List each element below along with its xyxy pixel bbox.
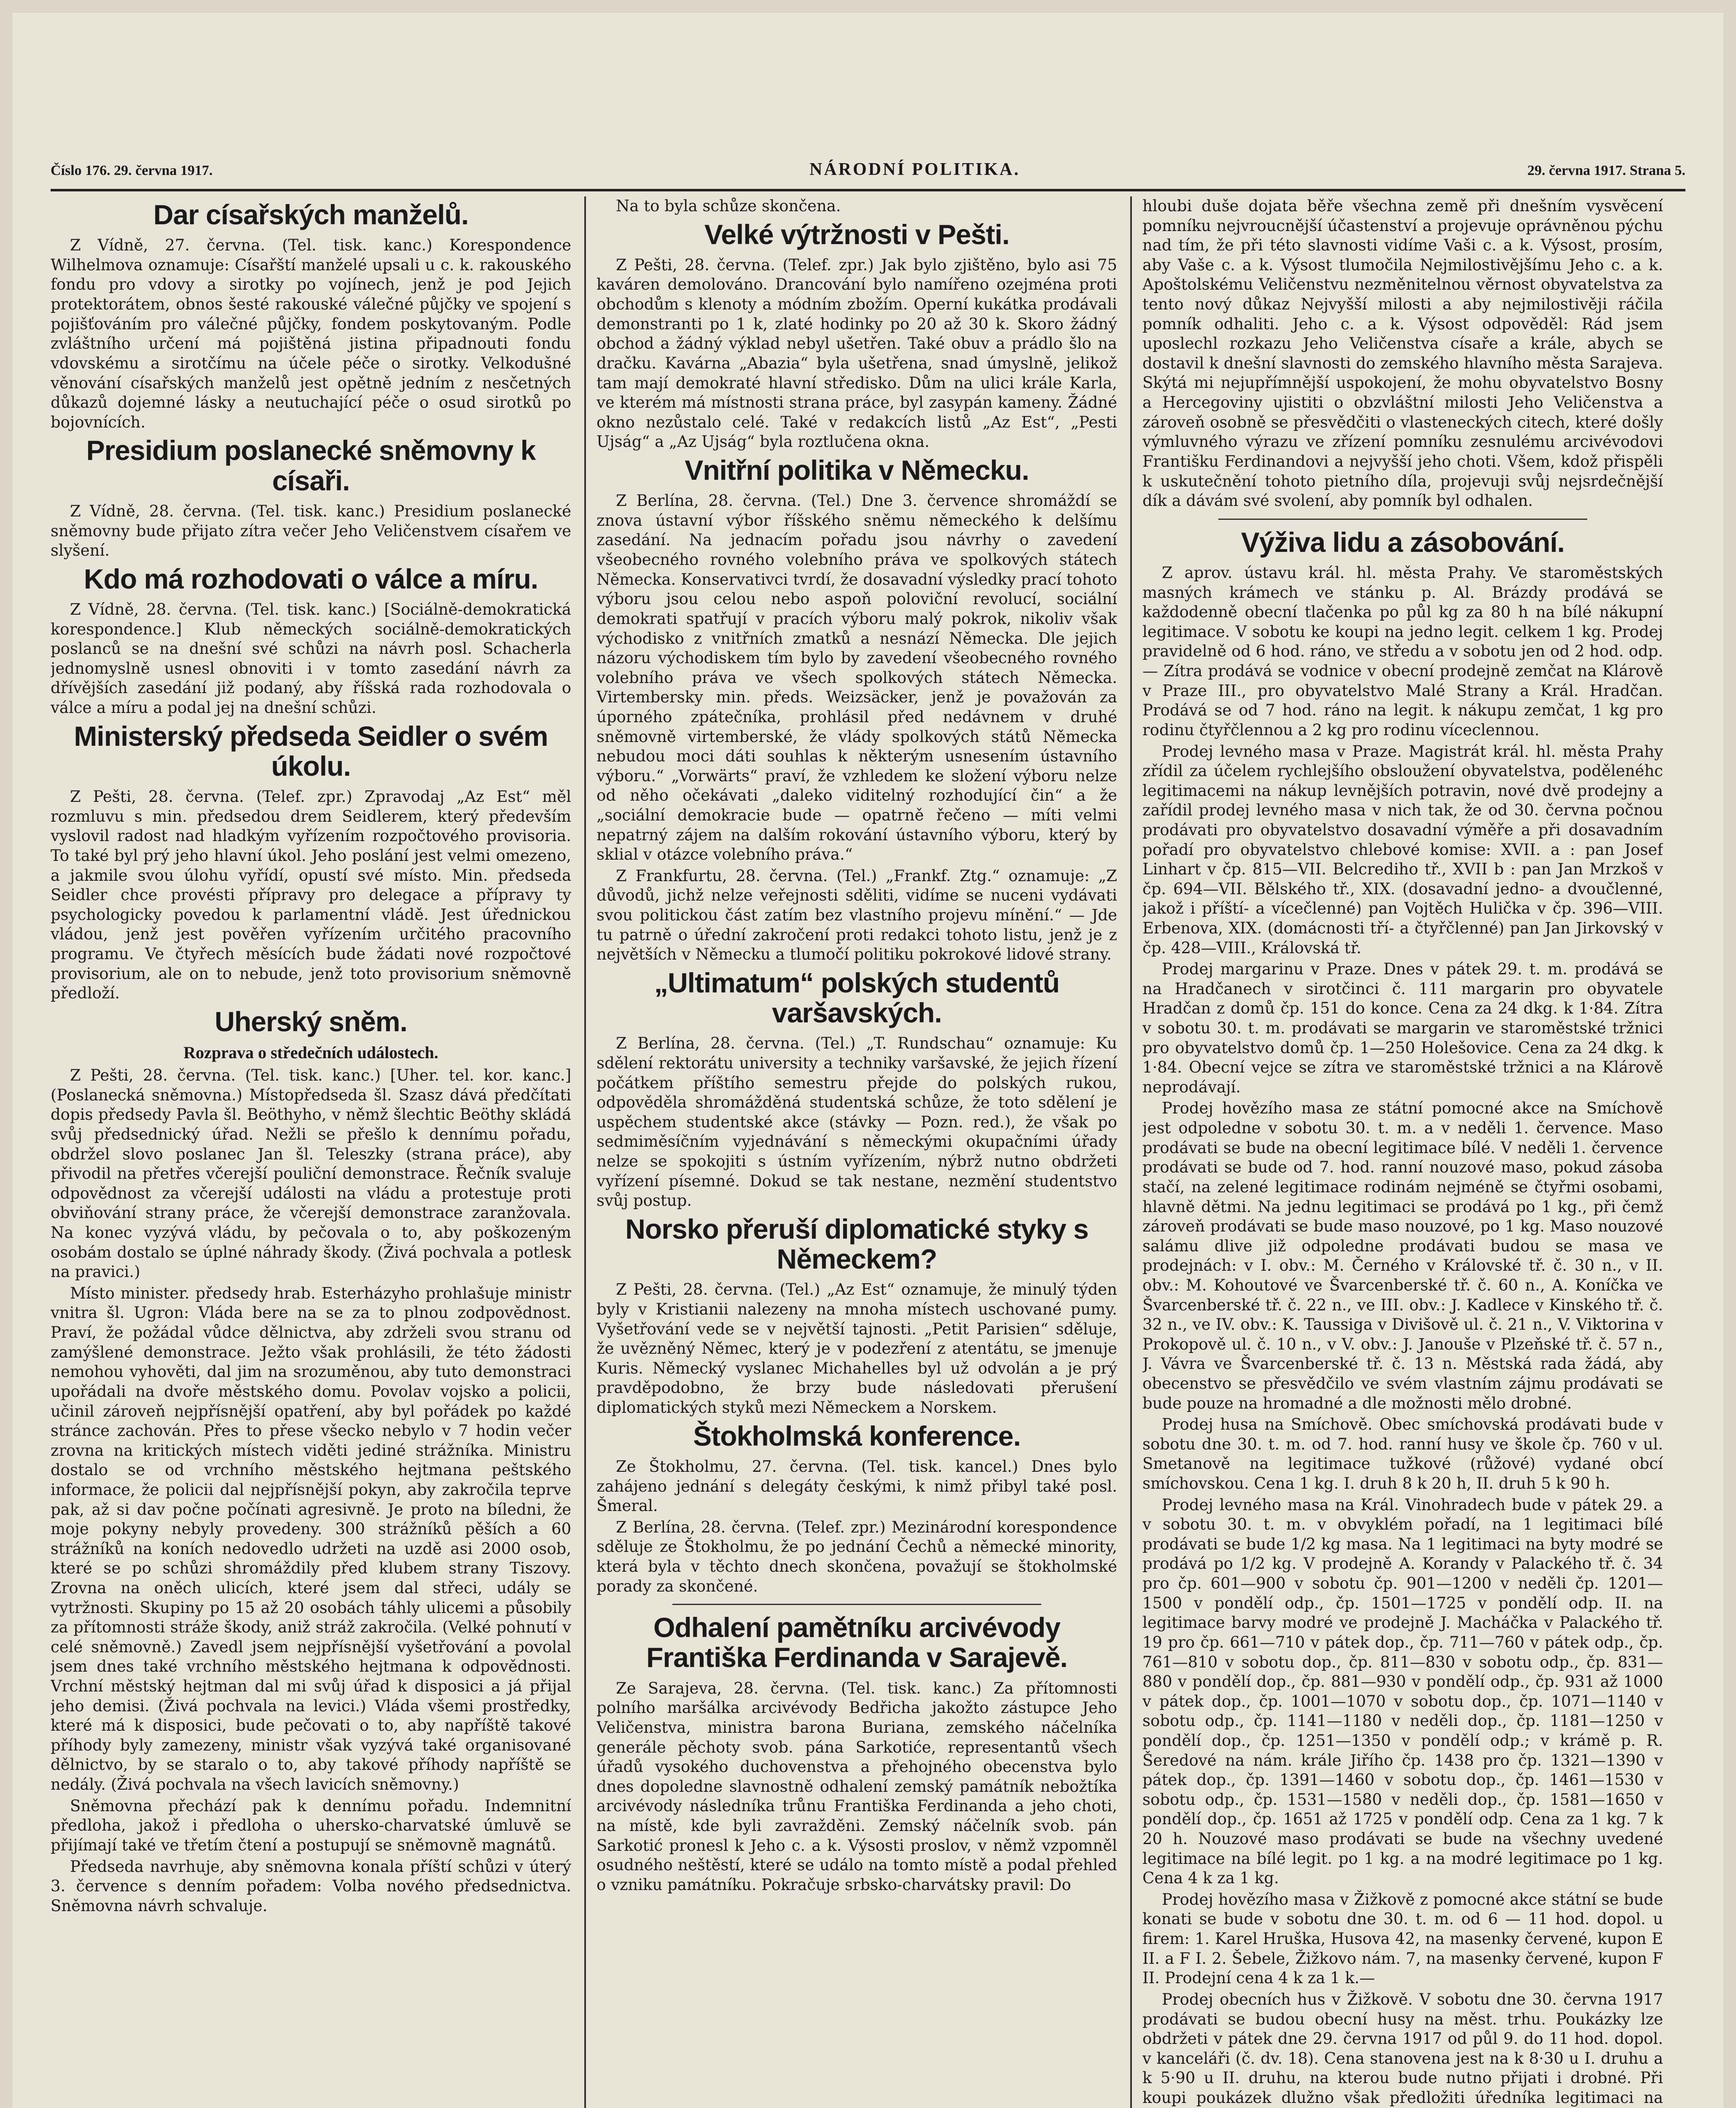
- column-rule: [1130, 196, 1132, 2108]
- article-title: Velké výtržnosti v Pešti.: [704, 218, 1010, 250]
- article-title: Dar císařských manželů.: [153, 199, 469, 230]
- article-paragraph: Prodej levného masa na Král. Vinohradech bude v pátek 29. a v sobotu 30. t. m. v obvyklém pořadí, na 1 legitimaci bílé prodávati se bude 1/2 kg masa. Na 1 legitimaci na byty modré se prodává po 1/2 kg. V prodejně A. Korandy v Palackého tř. č. 34 pro čp. 601—900 v sobotu čp. 901—1200 v neděli čp. 1201—1500 v pondělí odp., čp. 1501—1725 v pondělí odp. II. na legitimace barvy modré ve prodejně J. Macháčka v Palackého tř. 19 pro čp. 661—710 v pátek dop., čp. 711—760 v pátek odp., čp. 761—810 v sobotu dop., čp. 811—830 v sobotu odp., čp. 831—880 v pondělí dop., čp. 881—930 v pondělí odp., čp. 931 až 1000 v pátek dop., čp. 1001—1070 v sobotu dop., čp. 1071—1140 v sobotu odp., čp. 1141—1180 v neděli dop., čp. 1181—1250 v pondělí dop., čp. 1251—1350 v pondělí odp.; v krámě p. R. Šeredové na nám. krále Jiřího čp. 1438 pro čp. 1321—1390 v pátek dop., čp. 1391—1460 v sobotu dop., čp. 1461—1530 v sobotu odp., čp. 1531—1580 v neděli dop., čp. 1581—1650 v pondělí dop., čp. 1651 až 1725 v pondělí odp. Cena za 1 kg. 7 k 20 h. Nouzové maso prodávati se bude na všechny uvedené legitimace na bílé legit. po 1 kg. a na modré legitimace po 1 kg. Cena 4 k za 1 kg.: [1142, 1495, 1663, 1888]
- article-paragraph: Z Pešti, 28. června. (Telef. zpr.) Jak bylo zjištěno, bylo asi 75 kaváren demolováno. Drancování bylo namířeno ozejména proti obchodům s klenoty a módním zbožím. Operní kukátka prodávali demonstranti po 1 k, zlaté hodinky po 20 až 30 k. Skoro žádný obchod a žádný výklad nebyl ušetřen. Také obuv a prádlo šlo na dračku. Kavárna „Abazia“ byla ušetřena, snad úmyslně, jelikož tam mají demokraté hlavní středisko. Dům na ulici krále Karla, ve kterém má místnosti strana práce, byl zasypán kameny. Žádné okno nezůstalo celé. Také v redakcích listů „Az Est“, „Pesti Ujság“ a „Az Ujság“ byla roztlučena okna.: [597, 255, 1117, 451]
- section-divider: [1218, 519, 1587, 520]
- article-title: Uherský sněm.: [215, 1006, 407, 1037]
- article-paragraph: Na to byla schůze skončena.: [616, 197, 841, 215]
- article-paragraph: Z Vídně, 27. června. (Tel. tisk. kanc.) Korespondence Wilhelmova oznamuje: Císařští manželé upsali u c. k. rakouského fondu pro vdovy a sirotky po vojínech, jenž je pod Jejich protektorátem, obnos šesté rakouské válečné půjčky ve spojení s pojišťováním pro válečné půjčky, fondem poskytovaným. Podle zvláštního určení má pojištěná jistina připadnouti fondu vdovskému a sirotčímu na účele péče o sirotky. Velkodušné věnování císařských manželů jest opětně jedním z nesčetných důkazů dojemné lásky a neutuchající péče o osud sirotků po bojovnících.: [51, 236, 571, 431]
- article-paragraph: Prodej husa na Smíchově. Obec smíchovská prodávati bude v sobotu dne 30. t. m. od 7. hod. ranní husy ve škole čp. 760 v ul. Smetanově na legitimace tužkové (růžové) vydané obcí smíchovskou. Cena 1 kg. I. druh 8 k 20 h, II. druh 5 k 90 h.: [1142, 1415, 1663, 1493]
- article-paragraph: Ze Sarajeva, 28. června. (Tel. tisk. kanc.) Za přítomnosti polního maršálka arcivévody Bedřicha jakožto zástupce Jeho Veličenstva, ministra barona Buriana, zemského náčelníka generále pěchoty svob. pána Sarkotiće, representantů všech úřadů vysokého duchovenstva a přehojného obecenstva bylo dnes dopoledne slavnostně odhalení zemský památník nebožtíka arcivévody následníka trůnu Františka Ferdinanda a jeho choti, na místě, kde byli zavražděni. Zemský náčelník svob. pán Sarkotić pronesl k Jeho c. a k. Výsosti proslov, v němž vzpomněl osudného neštěstí, které se událo na tomto místě a podal přehled o vzniku památníku. Pokračuje srbsko-charvátsky pravil: Do: [597, 1679, 1117, 1894]
- article-paragraph: Z Berlína, 28. června. (Telef. zpr.) Mezinárodní korespondence sděluje ze Štokholmu, že po jednání Čechů a německé minority, která byla v těchto dnech skončena, považují se štokholmské porady za skončené.: [597, 1518, 1117, 1595]
- article-paragraph: Prodej margarinu v Praze. Dnes v pátek 29. t. m. prodává se na Hradčanech v sirotčinci č. 111 margarin pro obyvatele Hradčan z domů čp. 151 do konce. Cena za 24 dkg. k 1·84. Zítra v sobotu 30. t. m. prodávati se margarin ve staroměstské tržnici pro obyvatelstvo domů čp. 1—250 Holešovice. Cena za 24 dkg. k 1·84. Obecní vejce se zítra ve staroměstské tržnici a na Klárově neprodávají.: [1142, 960, 1663, 1096]
- article-paragraph: Prodej obecních hus v Žižkově. V sobotu dne 30. června 1917 prodávati se budou obecní husy na měst. trhu. Poukázky lze obdržeti v pátek dne 29. června 1917 od půl 9. do 11 hod. dopol. v kanceláři (č. dv. 18). Cena stanovena jest na k 8·30 u I. druhu a k 5·90 u II. druhu, na kterou bude nutno přijati i drobné. Při koupi poukázek dlužno však předložiti úředníka legitimaci na: [1142, 1990, 1663, 2107]
- article-paragraph: Z Vídně, 28. června. (Tel. tisk. kanc.) [Sociálně-demokratická korespondence.] Klub německých sociálně-demokratických poslanců se na dnešní své schůzi na návrh posl. Schacherla jednomyslně usnesl obnoviti i v tomto zasedání návrh za dřívějších zasedání již podaný, aby říšská rada rozhodovala o válce a míru a podal jej na dnešní schůzi.: [51, 600, 571, 717]
- article-paragraph: Z Berlína, 28. června. (Tel.) „T. Rundschau“ oznamuje: Ku sdělení rektorátu university a techniky varšavské, že jejich řízení počátkem příštího semestru přejde do polských rukou, odpověděla shromážděná studentská schůze, že toto sdělení je uspěchem studentské akce (stávky — Pozn. red.), že však po sedmiměsíčním vyjednávání s německými okupačními úřady nelze se spokojiti s ústním vyřízením, nýbrž nutno obdržeti vyřízení písemné. Dokud se tak nestane, nezmění studentstvo svůj postup.: [597, 1034, 1117, 1210]
- masthead: NÁRODNÍ POLITIKA.: [809, 160, 1020, 179]
- article-paragraph: Z Frankfurtu, 28. června. (Tel.) „Frankf. Ztg.“ oznamuje: „Z důvodů, jichž nelze veřejnosti sděliti, vidíme se nuceni vydávati svou politickou část zatím bez vlastního projevu mínění.“ — Jde tu patrně o úřední zakročení proti redakci tohoto listu, jenž je z největších v Německu a tlumočí politiku pokrokové lidové strany.: [597, 866, 1117, 964]
- section-divider: [672, 1604, 1041, 1605]
- article-title: „Ultimatum“ polských studentů varšavských.: [654, 967, 1060, 1029]
- article-subtitle: Rozprava o středečních událostech.: [183, 1043, 438, 1062]
- header-rule: [51, 189, 1685, 191]
- article-title: Presidium poslanecké sněmovny k císaři.: [86, 435, 536, 496]
- article-title: Odhalení pamětníku arcivévody Františka Ferdinanda v Sarajevě.: [646, 1612, 1067, 1673]
- article-paragraph: Z Pešti, 28. června. (Tel. tisk. kanc.) [Uher. tel. kor. kanc.] (Poslanecká sněmovna.) Místopředseda šl. Szasz dává předčítati dopis předsedy Pavla šl. Beöthyho, v němž šlechtic Beöthy skládá svůj předsednický úřad. Nežli se přešlo k dennímu pořadu, obdržel slovo poslanec Jan šl. Teleszky (strana práce), aby přivodil na přetřes včerejší pouliční demonstrace. Řečník svaluje odpovědnost za včerejší události na vládu a protestuje proti obviňování strany práce, že včerejší demonstrace zaranžovala. Na konec vyzývá vládu, by pečovala o to, aby poškozeným osobám dostalo se úplné náhrady škody. (Živá pochvala a potlesk na pravici.): [51, 1066, 571, 1281]
- column-3: [1142, 196, 1663, 2108]
- article-paragraph: Ze Štokholmu, 27. června. (Tel. tisk. kancel.) Dnes bylo zahájeno jednání s delegáty českými, k nimž přibyl také posl. Šmeral.: [597, 1457, 1117, 1515]
- article-paragraph: Místo minister. předsedy hrab. Esterházyho prohlašuje ministr vnitra šl. Ugron: Vláda bere na se za to plnou zodpovědnost. Praví, že požádal vůdce dělnictva, aby zdrželi svou stranu od zamýšlené demonstrace. Ježto však prohlásili, že této žádosti nemohou vyhověti, dal jim na srozuměnou, aby tuto demonstraci upořádali na dvoře městského domu. Povolav vojsko a policii, učinil zároveň nejpřísnější opatření, aby byl pořádek po každé stránce zachován. Přes to přese všecko nebylo v 7 hodin večer zrovna na kritických místech viděti jediné strážníka. Ministru dostalo se od vrchního městského hejtmana peštského informace, že policii dal nejpřísnější pokyn, aby zakročila teprve pak, až si dav počne počínati agresivně. Je proto na bíledni, že moje pokyny nebyly provedeny. 300 strážníků pěších a 60 strážníků na koních nedovedlo udržeti na uzdě asi 2000 osob, které se po schůzi shromáždily před klubem strany Tiszovy. Zrovna na oněch ulicích, které jsem dal střeci, udály se vytržnosti. Skupiny po 15 až 20 osobách táhly ulicemi a působily za přítomnosti stráže škody, aniž stráž zakročila. (Velké pohnutí v celé sněmovně.) Zavedl jsem nejpřísnější vyšetřování a povolal jsem dnes také vrchního městského hejtmana k odpovědnosti. Vrchní městský hejtman dal mi svůj úřad k disposici a já přijal jeho demisi. (Živá pochvala na levici.) Vláda všemi prostředky, které má k disposici, bude pečovati o to, aby napříště takové příhody byly zamezeny, ministr však vyzývá také organisované dělnictvo, by se staralo o to, aby takové příhody napříště se nedály. (Živá pochvala na všech lavicích sněmovny.): [51, 1284, 571, 1794]
- article-paragraph: hloubi duše dojata běře všechna země při dnešním vysvěcení pomníku nejvroucnější účastenství a projevuje oprávněnou pýchu nad tím, že při této slavnosti vidíme Vaši c. a k. Výsost, prosím, aby Vaše c. a k. Výsost tlumočila Nejmilostivějšímu Jeho c. a k. Apoštolskému Veličenstvu nezměnitelnou věrnost obyvatelstva za tento nový důkaz Nejvyšší milosti a aby nejmilostivěji ráčila pomník odhaliti. Jeho c. a k. Výsost odpověděl: Rád jsem uposlechl rozkazu Jeho Veličenstva císaře a krále, abych se dostavil k dnešní slavnosti do zemského hlavního města Sarajeva. Skýtá mi nejupřímnější uspokojení, že mohu obyvatelstvo Bosny a Hercegoviny ujistiti o obzvláštní milosti Jeho Veličenstva a zároveň osobně se přesvědčiti o vlasteneckých citech, které došly výmluvného výrazu ve zřízení pomníku zesnulému arcivévodovi Františku Ferdinandovi a nejvyšší jeho choti. Všem, kdož přispěli k uskutečnění tohoto pietního díla, projevuji svůj nejsrdečnější dík a dávám své svolení, aby pomník byl odhalen.: [1142, 197, 1663, 510]
- newspaper-page: [13, 13, 1723, 2108]
- article-title: Norsko přeruší diplomatické styky s Německem?: [625, 1213, 1088, 1275]
- article-paragraph: Z Pešti, 28. června. (Tel.) „Az Est“ oznamuje, že minulý týden byly v Kristianii nalezeny na mnoha místech uschované pumy. Vyšetřování vede se v největší tajnosti. „Petit Parisien“ sděluje, že uvězněný Němec, který je v podezření z atentátu, se jmenuje Kuris. Německý vyslanec Michahelles byl už odvolán a je prý pravděpodobno, že brzy bude následovati přerušení diplomatických styků mezi Německem a Norskem.: [597, 1280, 1117, 1417]
- article-paragraph: Prodej hovězího masa ze státní pomocné akce na Smíchově jest odpoledne v sobotu 30. t. m. a v neděli 1. července. Maso prodávati se bude na obecní legitimace bílé. V neděli 1. července prodávati se bude od 7. hod. ranní nouzové maso, pokud zásoba stačí, na zelené legitimace rodinám nejméně se čtyřmi osobami, hlavně dětmi. Na jednu legitimaci se prodává po 1 kg., při čemž zároveň prodávati se bude maso nouzové, po 1 kg. Maso nouzové salámu dlive již odpoledne prodávati budou se masa ve prodejnách: v I. obv.: M. Černého v Královské tř. č. 30 n., v II. obv.: M. Kohoutové ve Švarcenberské tř. č. 60 n., A. Koníčka ve Švarcenberské tř. č. 22 n., ve III. obv.: J. Kadlece v Kinského tř. č. 32 n., ve IV. obv.: K. Taussiga v Divišově ul. č. 21 n., V. Viktorina v Prokopově ul. č. 10 n., v V. obv.: J. Janouše v Plzeňské tř. č. 57 n., J. Vávra ve Švarcenberské tř. č. 13 n. Městská rada žádá, aby obecenstvo se přesvědčilo ve svém vlastním zájmu prodávati se bude pouze na hromadné a dle možnosti mělo drobné.: [1142, 1099, 1663, 1412]
- article-paragraph: Z Berlína, 28. června. (Tel.) Dne 3. července shromáždí se znova ústavní výbor říšského sněmu německého k delšímu zasedání. Na jednacím pořadu jsou návrhy o zavedení všeobecného rovného volebního práva ve spolkových státech Německa. Konservativci tvrdí, že dosavadní výsledky prací tohoto výboru jsou celou nebo aspoň poloviční revolucí, sociální demokrati spatřují v pracích výboru malý pokrok, nikoliv však východisko z vnitřních zmatků a nesnází Německa. Dle jejich názoru východiskem tím bylo by zavedení všeobecného rovného volebního práva ve všech spolkových státech Německa. Virtembersky min. předs. Weizsäcker, jenž je považován za úporného zpátečníka, prohlásil před nedávnem v druhé sněmovně virtemberské, že vlády spolkových států Německa nebudou moci dáti souhlas k některým usnesením ústavního výboru.“ „Vorwärts“ praví, že vzhledem ke složení výboru nelze od něho očekávati „daleko viditelný rozhodující čin“ a že „sociální demokracie bude — opatrně řečeno — míti velmi nepatrný zájem na dalším rokování ústavního výboru, který by sklial v otázce volebního práva.“: [597, 492, 1117, 864]
- article-title: Výživa lidu a zásobování.: [1241, 526, 1565, 558]
- article-paragraph: Předseda navrhuje, aby sněmovna konala příští schůzi v úterý 3. července s denním pořadem: Volba nového předsednictva. Sněmovna návrh schvaluje.: [51, 1857, 571, 1915]
- column-2: [597, 196, 1117, 2108]
- running-header: [51, 156, 1685, 190]
- issue-number: Číslo 176. 29. června 1917.: [51, 163, 213, 178]
- article-paragraph: Z Vídně, 28. června. (Tel. tisk. kanc.) Presidium poslanecké sněmovny bude přijato zítra večer Jeho Veličenstvem císařem ve slyšení.: [51, 502, 571, 560]
- article-title: Kdo má rozhodovati o válce a míru.: [83, 563, 538, 594]
- article-paragraph: Prodej levného masa v Praze. Magistrát král. hl. města Prahy zřídil za účelem rychlejšího obsloužení obyvatelstva, podělenéhc legitimacemi na nákup levnějších potravin, nové dvě prodejny a zařídil prodej levného masa v nich tak, že od 30. června počnou prodávati pro obyvatelstvo dosavadní výměře a při dosavadním pořadí pro obyvatelstvo chlebové komise: XVII. a : pan Josef Linhart v čp. 815—VII. Belcrediho tř., XVII b : pan Jan Mrzkoš v čp. 694—VII. Bělského tř., XIX. (dosavadní jedno- a dvoučlenné, jakož i příští- a vícečlenné) pan Vojtěch Hulička v čp. 396—VIII. Erbenova, XIX. (domácnosti tří- a čtyřčlenné) pan Jan Jirkovský v čp. 428—VIII., Královská tř.: [1142, 742, 1663, 957]
- article-paragraph: Sněmovna přechází pak k dennímu pořadu. Indemnitní předloha, jakož i předloha o uhersko-charvatské úmluvě se přijímají také ve třetím čtení a postupují se sněmovně magnátů.: [51, 1796, 571, 1854]
- column-rule: [584, 196, 586, 2108]
- column-1: [51, 196, 571, 2108]
- article-title: Vnitřní politika v Německu.: [685, 454, 1029, 486]
- page-number: 29. června 1917. Strana 5.: [1527, 163, 1685, 178]
- article-title: Ministerský předseda Seidler o svém úkolu.: [74, 720, 548, 782]
- article-title: Štokholmská konference.: [693, 1420, 1021, 1452]
- article-paragraph: Z aprov. ústavu král. hl. města Prahy. Ve staroměstských masných krámech ve stánku p. Al. Brázdy prodává se každodenně obecní tlačenka po půl kg za 80 h na bílé nákupní legitimace. V sobotu ke koupi na jedno legit. celkem 1 kg. Prodej pravidelně od 6 hod. ráno, ve středu a v sobotu jen od 2 hod. odp. — Zítra prodává se vodnice v obecní prodejně zemčat na Klárově v Praze III., pro obyvatelstvo Malé Strany a Král. Hradčan. Prodává se od 7 hod. ráno na legit. k nákupu zemčat, 1 kg pro rodinu čtyřčlennou a 2 kg pro rodinu víceclennou.: [1142, 564, 1663, 739]
- article-paragraph: Z Pešti, 28. června. (Telef. zpr.) Zpravodaj „Az Est“ měl rozmluvu s min. předsedou drem Seidlerem, který především vyslovil radost nad hladkým vyřízením rozpočtového provisoria. To také byl prý jeho hlavní úkol. Jeho poslání jest velmi omezeno, a jakmile svou úlohu vyřídí, opustí své místo. Min. předseda Seidler chce provésti přípravy pro delegace a přípravy ty psychologicky povedou k parlamentní vládě. Jest úřednickou vládou, jenž jest pověřen vyřízením určitého pracovního programu. Ve čtyřech měsících bude žádati nové rozpočtové provisorium, ale on to nebude, jenž toto provisorium sněmovně předloží.: [51, 788, 571, 1003]
- article-paragraph: Prodej hovězího masa v Žižkově z pomocné akce státní se bude konati se bude v sobotu dne 30. t. m. od 6 — 11 hod. dopol. u firem: 1. Karel Hruška, Husova 42, na masenky červené, kupon E II. a F I. 2. Šebele, Žižkovo nám. 7, na masenky červené, kupon F II. Prodejní cena 4 k za 1 k.—: [1142, 1890, 1663, 1987]
